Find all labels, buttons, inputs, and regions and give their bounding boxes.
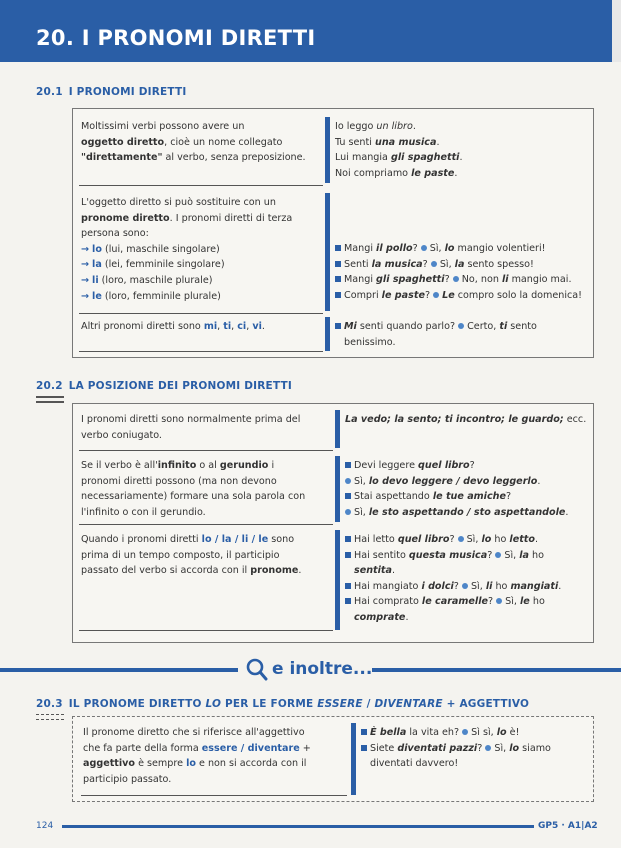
row-divider [79,351,323,352]
section-number: 20.3 [36,698,63,710]
square-icon [335,323,341,329]
example-object: le paste [381,289,425,301]
dot-icon [458,536,464,542]
text-part: Quando i pronomi diretti [81,534,202,545]
dot-icon [345,478,351,484]
text-part: Sì, [504,549,520,561]
text-part: Sì, [505,596,521,608]
square-icon [345,462,351,468]
example-object: le tue amiche [432,491,506,503]
dot-icon [433,292,439,298]
page-number: 124 [36,821,54,831]
text-part: ? [477,742,483,754]
rule-text [83,725,339,787]
dot-icon [485,745,491,751]
examples [335,241,591,303]
text-part: Certo, [467,321,500,332]
text-part: Tu senti [335,136,375,148]
text-part: . [534,534,539,545]
pronoun: vi [252,321,262,332]
text-part: . [558,580,562,592]
pronoun: lo [186,758,196,770]
text-part: la vita eh? [406,727,460,738]
text-part: e non si accorda con il [195,758,307,770]
rules-box-20-3 [72,716,594,802]
text-part: ho [529,549,544,561]
section-title: LA POSIZIONE DEI PRONOMI DIRETTI [68,380,292,392]
text-part: (loro, maschile plurale) [98,274,213,286]
text-part: Altri pronomi diretti sono [81,321,204,332]
text-part: Lui mangia [335,152,391,164]
rules-box-20-2 [72,403,594,643]
decor-line [36,719,64,720]
dot-icon [421,245,427,251]
square-icon [335,245,341,251]
text-part: l'infinito o con il gerundio. [81,506,206,518]
section-heading-20-1 [36,86,186,98]
text-part: mangio volentieri! [454,243,546,254]
text-part: Mangi [344,274,377,286]
dot-icon [495,552,501,558]
example-phrase: È bella [370,727,407,738]
example-phrase: La vedo; la sento; ti incontro; le guardo; [345,414,564,425]
rules-box-20-1 [72,108,594,358]
text-part: ho [491,534,510,545]
text-part: Stai aspettando [354,491,433,503]
dot-icon [453,276,459,282]
pronoun: le [520,596,530,608]
rule-text [81,458,337,520]
text-part: . [537,475,541,487]
text-part: Hai mangiato [354,580,422,592]
text-part: verbo coniugato. [81,429,162,441]
square-icon [345,493,351,499]
text-part: Sì, [470,580,486,592]
text-part: persona sono: [81,228,149,240]
keyword: pronome diretto [81,212,170,224]
text-part: compro solo la domenica! [454,289,583,301]
level-label: GP5 · A1|A2 [538,821,598,831]
text-part: , [246,321,253,332]
rule-text [81,195,329,304]
text-part: ? [487,549,493,561]
text-part: (lei, femminile singolare) [101,259,225,271]
row-divider [79,313,323,314]
example-object: gli spaghetti [390,152,460,164]
text-part: sento spesso! [464,258,534,270]
rule-text [81,412,337,443]
text-part: ? [422,258,428,270]
text-part: passato del verbo si accorda con il [81,565,251,577]
square-icon [335,276,341,282]
dot-icon [431,261,437,267]
participle: letto [509,534,535,545]
text-part: L'oggetto diretto si può sostituire con un [81,197,276,208]
divider-bar [351,723,356,795]
chapter-header [0,0,621,62]
example-object: la musica [371,258,423,270]
keyword: aggettivo [83,758,136,770]
text-part: senti quando parlo? [356,321,456,332]
square-icon [345,583,351,589]
text-part: è sempre [135,758,187,770]
row-divider [79,524,333,525]
pronoun: ti [499,321,508,332]
divider-bar [325,117,330,183]
divider-bar [335,410,340,448]
text-part: Sì, [354,506,369,518]
pronoun: lo [496,727,507,738]
section-heading-20-3 [36,698,529,710]
row-divider [79,185,323,186]
chapter-title-text: I PRONOMI DIRETTI [81,26,316,50]
text-part: Sì, [354,475,369,487]
text-part: ? [424,289,431,301]
keyword: essere / diventare [201,742,300,754]
text-part: è! [506,727,520,738]
section-title-part: LO [205,698,222,710]
e-inoltre-divider [0,656,621,684]
example-answer: le sto aspettando / sto aspettandole [368,506,566,518]
text-part: . [459,152,463,164]
chapter-number: 20. [36,26,75,50]
text-part: siamo [519,742,551,754]
text-part: ? [506,491,512,503]
participle: sentita [354,565,392,577]
examples [345,458,589,520]
footer-bar [62,825,534,828]
header-edge [612,0,621,62]
e-inoltre-label: e inoltre... [272,659,373,679]
rule-text [81,532,337,579]
text-part: . I pronomi diretti di terza [169,212,293,224]
keyword: infinito [157,460,197,471]
section-title-part: ESSERE [317,698,363,710]
square-icon [335,261,341,267]
text-part: mangio mai. [508,274,572,286]
text-part: ho [492,580,511,592]
pronoun: la [454,258,465,270]
text-part: Devi leggere [354,460,419,471]
text-part: ecc. [563,414,587,425]
pronoun: mi [203,321,218,332]
text-part: (lui, maschile singolare) [101,243,220,255]
example-object: il pollo [376,243,413,254]
section-title-part: IL PRONOME DIRETTO [68,698,206,710]
example-object: i dolci [421,580,454,592]
text-part: Siete [370,742,398,754]
text-part: diventati davvero! [370,758,459,770]
text-part: al verbo, senza preposizione. [162,152,306,164]
pronoun: lo [509,742,520,754]
chapter-title [36,26,316,50]
magnifier-icon [246,658,268,682]
example-object: una musica [375,136,437,148]
text-part: , cioè un nome collegato [164,136,283,148]
text-part: ? [412,243,418,254]
square-icon [335,292,341,298]
divider-bar-right [372,668,621,672]
keyword: gerundio [219,460,269,471]
text-part: Hai comprato [354,596,422,608]
pronoun: lo [444,243,455,254]
dot-icon [458,323,464,329]
text-part: Sì, [439,258,455,270]
row-divider [79,450,333,451]
text-part: ? [453,580,459,592]
text-part: pronomi diretti possono (ma non devono [81,475,277,487]
text-part: Hai letto [354,534,398,545]
decor-line [36,714,64,715]
text-part: Noi compriamo [335,167,412,179]
pronoun: li [92,274,99,286]
text-part: ? [444,274,450,286]
text-part: sono [268,534,295,545]
text-part: Sì sì, [471,727,497,738]
example-phrase: diventati pazzi [397,742,478,754]
example-object: un libro [376,121,413,132]
text-part: . [565,506,569,518]
text-part: sento [507,321,537,332]
page-footer [0,818,621,838]
participle: comprate [354,611,406,623]
pronoun: la [92,259,102,271]
text-part: Io leggo [335,121,377,132]
decor-line [36,396,64,398]
pronoun: li [485,580,493,592]
text-part: . [405,611,409,623]
text-part: benissimo. [344,336,396,348]
example-object: le caramelle [421,596,488,608]
section-heading-20-2 [36,380,292,392]
pronoun: ti [223,321,232,332]
example-object: quel libro [418,460,470,471]
keyword: pronome [250,565,299,577]
text-part: ? [449,534,455,545]
text-part: prima di un tempo composto, il participio [81,549,280,561]
dot-icon [462,583,468,589]
pronoun: li [501,274,509,286]
example-object: questa musica [408,549,488,561]
text-part: Hai sentito [354,549,409,561]
rule-text [81,319,329,335]
section-title: I PRONOMI DIRETTI [68,86,187,98]
text-part: + [299,742,311,754]
text-part: . [412,121,416,132]
text-part: . [436,136,440,148]
section-title-part: DIVENTARE [374,698,443,710]
keyword: "direttamente" [81,152,163,164]
dot-icon [496,598,502,604]
square-icon [345,552,351,558]
text-part: . [391,565,396,577]
divider-bar [325,317,330,351]
examples [361,725,591,772]
examples [335,119,585,181]
square-icon [345,598,351,604]
square-icon [345,536,351,542]
examples [345,532,589,626]
pronoun: lo / la / li / le [201,534,269,545]
text-part: che fa parte della forma [83,742,202,754]
pronoun: la [519,549,529,561]
examples [345,412,589,428]
section-number: 20.2 [36,380,63,392]
text-part: Mangi [344,243,377,254]
text-part: participio passato. [83,773,172,785]
text-part: (loro, femminile plurale) [101,290,221,302]
pronoun: ci [237,321,247,332]
text-part: I pronomi diretti sono normalmente prima del [81,414,301,425]
text-part: . [454,167,458,179]
section-number: 20.1 [36,86,63,98]
arrow-icon: → [81,290,90,302]
text-part: , [217,321,224,332]
divider-bar [325,193,330,311]
dot-icon [462,729,468,735]
text-part: Sì, [494,742,510,754]
text-part: ? [488,596,494,608]
text-part: Sì, [429,243,445,254]
pronoun: Le [442,289,455,301]
pronoun: Mi [344,321,357,332]
pronoun: lo [92,243,102,255]
row-divider [81,795,347,796]
pronoun: le [92,290,102,302]
decor-line [36,401,64,403]
arrow-icon: → [81,243,90,255]
divider-bar-left [0,668,238,672]
arrow-icon: → [81,259,90,271]
text-part: . [298,565,302,577]
divider-bar [335,456,340,522]
text-part: Moltissimi verbi possono avere un [81,121,245,132]
divider-bar [335,530,340,630]
keyword: oggetto diretto [81,136,165,148]
section-title-part: + AGGETTIVO [442,698,530,710]
text-part: No, non [461,274,502,286]
text-part: Il pronome diretto che si riferisce all'aggettivo [83,727,305,738]
participle: mangiati [510,580,559,592]
text-part: Se il verbo è all' [81,460,158,471]
text-part: Compri [344,289,382,301]
square-icon [361,745,367,751]
text-part: i [268,460,275,471]
text-part: ? [469,460,475,471]
section-title-part: / [362,698,375,710]
example-answer: lo devo leggere / devo leggerlo [368,475,538,487]
examples [335,319,591,350]
rule-text [81,119,329,166]
text-part: Senti [344,258,372,270]
text-part: necessariamente) formare una sola parola con [81,491,306,503]
arrow-icon: → [81,274,90,286]
text-part: o al [196,460,220,471]
section-title-part: PER LE FORME [221,698,318,710]
text-part: Sì, [466,534,482,545]
pronoun: lo [481,534,492,545]
text-part: , [231,321,238,332]
example-object: le paste [411,167,455,179]
square-icon [361,729,367,735]
row-divider [79,630,333,631]
example-object: gli spaghetti [376,274,445,286]
text-part: . [261,321,265,332]
example-object: quel libro [397,534,450,545]
dot-icon [345,509,351,515]
text-part: ho [529,596,545,608]
